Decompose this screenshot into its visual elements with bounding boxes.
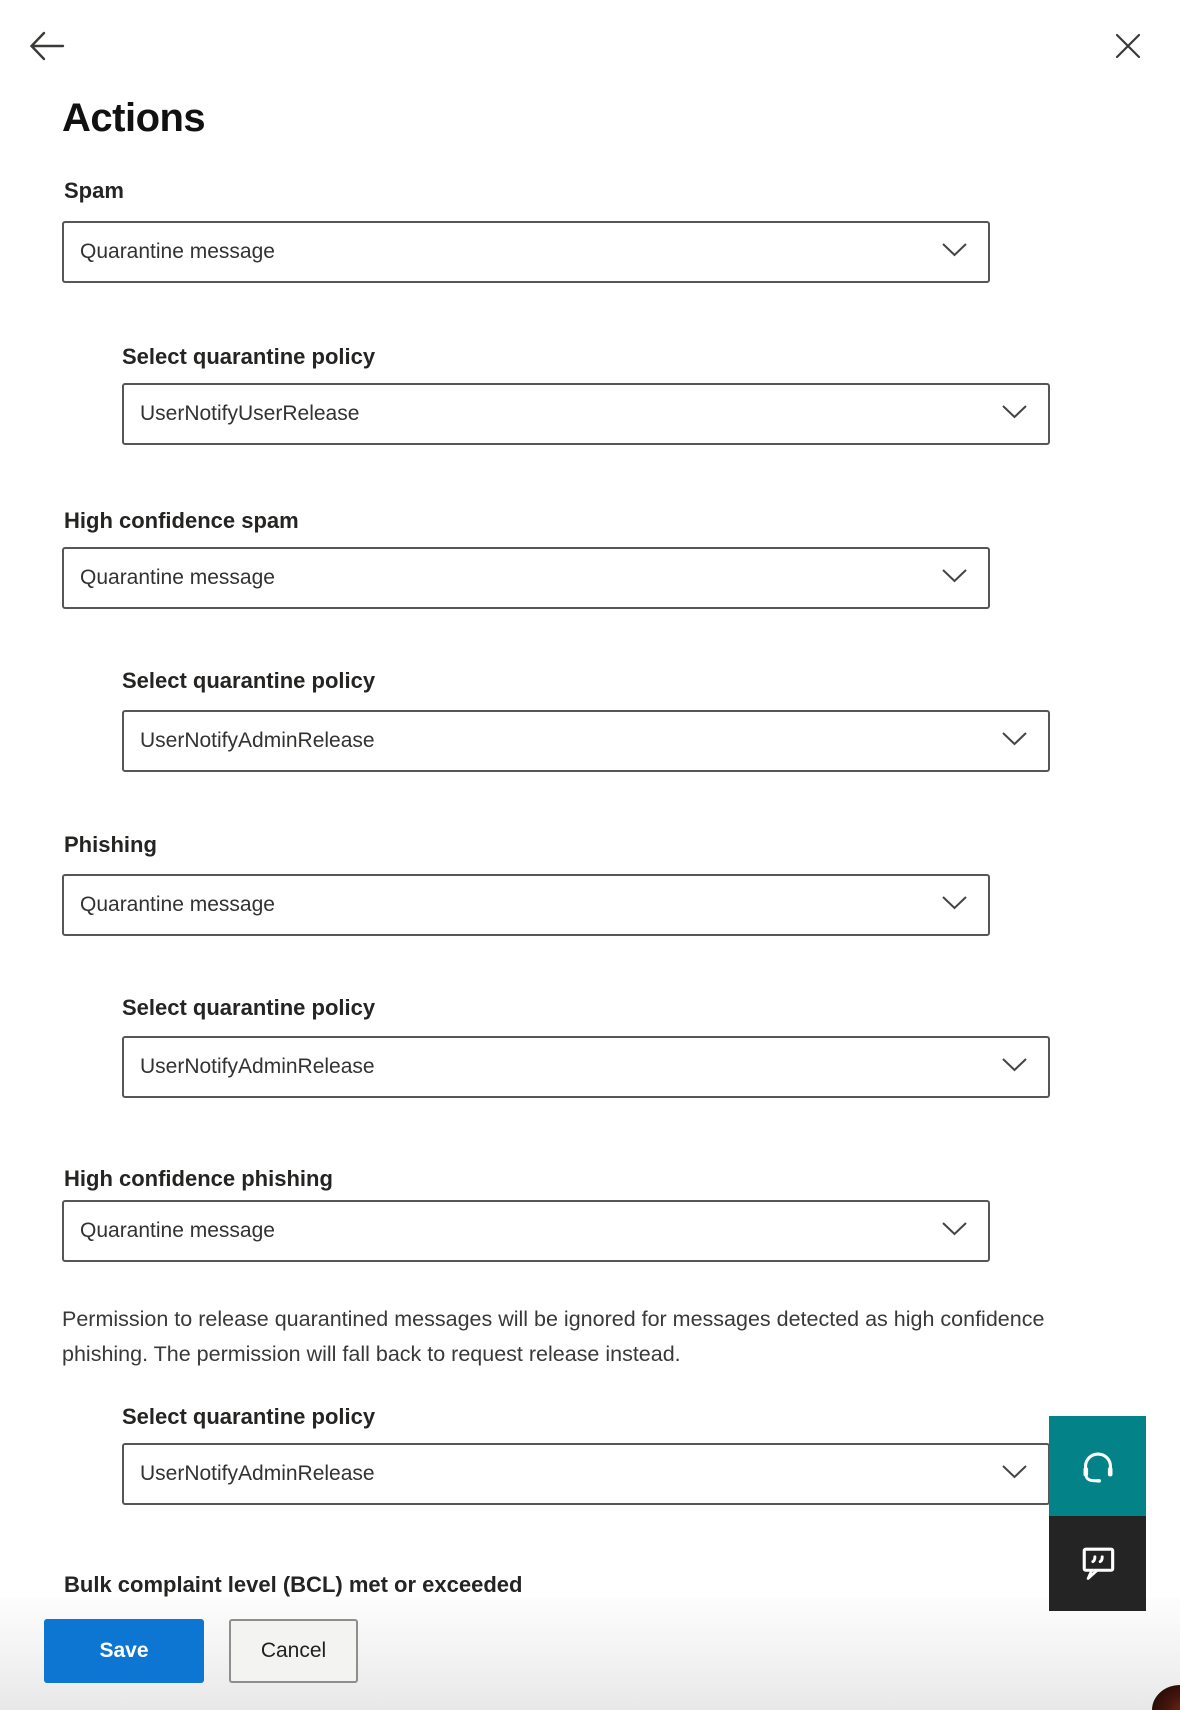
spam-policy-dropdown[interactable] — [122, 383, 1050, 445]
chat-bubble-icon — [1076, 1540, 1120, 1587]
chevron-down-icon — [941, 895, 968, 915]
high-confidence-spam-policy-value: UserNotifyAdminRelease — [140, 729, 375, 752]
high-confidence-phishing-policy-label: Select quarantine policy — [122, 1404, 376, 1429]
chevron-down-icon — [1001, 1464, 1028, 1484]
back-button[interactable] — [28, 29, 66, 63]
feedback-button[interactable] — [1049, 1516, 1146, 1611]
spam-policy-value: UserNotifyUserRelease — [140, 402, 360, 425]
chevron-down-icon — [941, 568, 968, 588]
high-confidence-spam-label: High confidence spam — [64, 508, 299, 533]
high-confidence-phishing-label: High confidence phishing — [64, 1166, 333, 1191]
spam-action-value: Quarantine message — [80, 240, 275, 263]
phishing-action-dropdown[interactable] — [62, 874, 990, 936]
phishing-policy-dropdown[interactable] — [122, 1036, 1050, 1098]
chevron-down-icon — [1001, 1057, 1028, 1077]
chevron-down-icon — [1001, 731, 1028, 751]
high-confidence-spam-policy-label: Select quarantine policy — [122, 668, 376, 693]
close-icon — [1113, 49, 1143, 64]
help-button[interactable] — [1049, 1416, 1146, 1516]
arrow-left-icon — [28, 51, 66, 66]
spam-label: Spam — [64, 178, 124, 203]
phishing-action-value: Quarantine message — [80, 893, 275, 916]
phishing-label: Phishing — [64, 832, 157, 857]
bulk-complaint-level-label: Bulk complaint level (BCL) met or exceeded — [64, 1572, 523, 1597]
headset-icon — [1076, 1443, 1120, 1490]
page-title: Actions — [62, 96, 206, 140]
save-button[interactable]: Save — [44, 1619, 204, 1683]
phishing-policy-value: UserNotifyAdminRelease — [140, 1055, 375, 1078]
high-confidence-phishing-action-value: Quarantine message — [80, 1219, 275, 1242]
close-button[interactable] — [1112, 30, 1144, 62]
high-confidence-spam-action-dropdown[interactable] — [62, 547, 990, 609]
spam-action-dropdown[interactable] — [62, 221, 990, 283]
chevron-down-icon — [941, 1221, 968, 1241]
chevron-down-icon — [1001, 404, 1028, 424]
phishing-policy-label: Select quarantine policy — [122, 995, 376, 1020]
high-confidence-spam-action-value: Quarantine message — [80, 566, 275, 589]
footer-bar — [0, 1598, 1180, 1710]
high-confidence-phishing-note: Permission to release quarantined messages will be ignored for messages detected as high confidence phishing. The permission will fall back to request release instead. — [62, 1307, 1045, 1366]
high-confidence-phishing-policy-value: UserNotifyAdminRelease — [140, 1462, 375, 1485]
high-confidence-phishing-policy-dropdown[interactable] — [122, 1443, 1050, 1505]
high-confidence-phishing-action-dropdown[interactable] — [62, 1200, 990, 1262]
cancel-button[interactable]: Cancel — [229, 1619, 358, 1683]
high-confidence-spam-policy-dropdown[interactable] — [122, 710, 1050, 772]
spam-policy-label: Select quarantine policy — [122, 344, 376, 369]
chevron-down-icon — [941, 242, 968, 262]
